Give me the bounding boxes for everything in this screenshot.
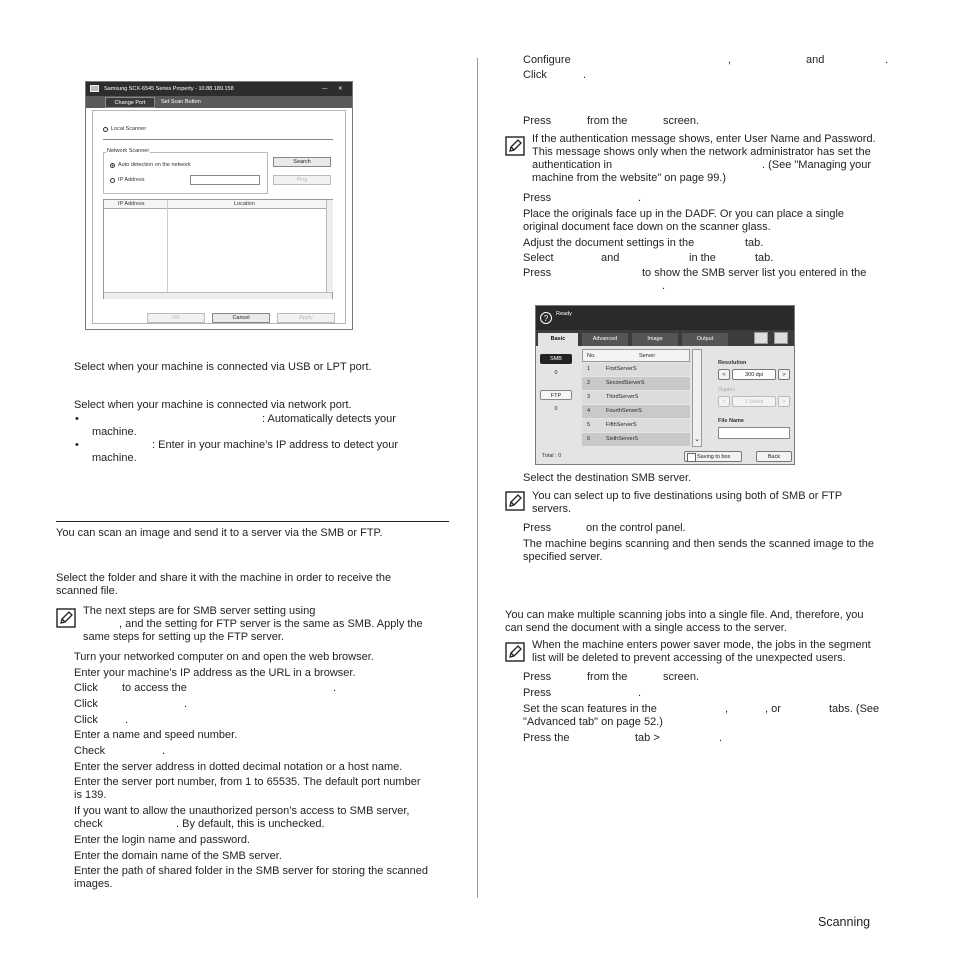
server-row-number: 1 <box>587 366 591 372</box>
tab-image[interactable]: Image <box>632 333 678 346</box>
tab-output[interactable]: Output <box>682 333 728 346</box>
step-text: Check <box>74 745 106 757</box>
server-list-scrollbar[interactable] <box>692 349 702 447</box>
step-text: Enter the server port number, from 1 to 65535. The default port number <box>74 776 421 788</box>
step-text: screen. <box>663 115 700 127</box>
server-row[interactable] <box>582 405 690 418</box>
step-text: tab. <box>755 252 774 264</box>
step-text: tab. <box>745 237 764 249</box>
separator <box>103 139 333 140</box>
server-row[interactable] <box>582 419 690 432</box>
note1-text-cont: same steps for setting up the FTP server. <box>83 631 284 643</box>
resolution-label: Resolution <box>718 360 747 366</box>
column-no: No. <box>587 353 596 359</box>
table-vertical-scrollbar[interactable] <box>326 200 333 292</box>
step-text: "Advanced tab" on page 52.) <box>523 716 663 728</box>
step-text: to show the SMB server list you entered in the <box>642 267 867 279</box>
note-icon <box>505 136 525 156</box>
server-row-number: 5 <box>587 422 591 428</box>
server-row[interactable] <box>582 433 690 446</box>
step-text: Press <box>523 192 552 204</box>
step-text: Turn your networked computer on and open the web browser. <box>74 651 374 663</box>
server-row-name: SixthServerS <box>606 436 639 442</box>
step-text: check <box>74 818 103 830</box>
step-text: , <box>725 703 729 715</box>
bullet1-text-cont: machine. <box>92 426 137 438</box>
note1-text: The next steps are for SMB server setting using <box>83 605 316 617</box>
bullet1-text: : Automatically detects your <box>262 413 396 425</box>
home-icon[interactable] <box>774 332 788 344</box>
step-text: images. <box>74 878 113 890</box>
server-row-name: FifthServerS <box>606 422 637 428</box>
step-text: , or <box>765 703 781 715</box>
tab-advanced[interactable]: Advanced <box>582 333 628 346</box>
note3-text: You can select up to five destinations using both of SMB or FTP <box>532 490 843 502</box>
duplex-value: 1 Sided <box>732 396 776 407</box>
network-scanner-group <box>103 152 268 194</box>
step-text: to access the <box>122 682 187 694</box>
note4-text: When the machine enters power saver mode, the jobs in the segment <box>532 639 871 651</box>
duplex-decrease-button[interactable]: < <box>718 396 730 407</box>
apply-button[interactable]: Apply <box>277 313 335 323</box>
step-text: . <box>184 698 188 710</box>
step-text: Select <box>523 252 554 264</box>
server-row-number: 6 <box>587 436 591 442</box>
step-text: Select the destination SMB server. <box>523 472 692 484</box>
step-text: Enter the login name and password. <box>74 834 251 846</box>
server-row-number: 4 <box>587 408 591 414</box>
dialog-title: Samsung SCX-6545 Series Property - 10.88.189.158 <box>104 86 234 92</box>
bullet-marker: • <box>75 413 79 425</box>
step-text: . <box>162 745 166 757</box>
printer-property-dialog <box>85 81 353 330</box>
checkbox <box>687 453 696 462</box>
step-text: If you want to allow the unauthorized person’s access to SMB server, <box>74 805 410 817</box>
ip-address-input[interactable] <box>190 175 260 185</box>
resolution-decrease-button[interactable]: < <box>718 369 730 380</box>
step-text: specified server. <box>523 551 603 563</box>
step-text: in the <box>689 252 716 264</box>
printer-icon <box>90 85 99 92</box>
chevron-down-icon[interactable]: ⌄ <box>694 436 700 443</box>
step-text: from the <box>587 671 628 683</box>
bullet2-text-cont: machine. <box>92 452 137 464</box>
note2-text: If the authentication message shows, enter User Name and Password. <box>532 133 876 145</box>
local-scanner-radio[interactable] <box>103 127 108 132</box>
step-text: Enter the path of shared folder in the SMB server for storing the scanned <box>74 865 429 877</box>
column-server: Server <box>639 353 656 359</box>
duplex-increase-button[interactable]: > <box>778 396 790 407</box>
note1-text-cont: , and the setting for FTP server is the same as SMB. Apply the <box>119 618 423 630</box>
server-row[interactable] <box>582 363 690 376</box>
total-count: Total : 0 <box>542 453 562 459</box>
step-text: Configure <box>523 54 571 66</box>
status-header <box>536 306 794 330</box>
column-location: Location <box>234 201 255 207</box>
local-scanner-label: Local Scanner <box>111 126 147 132</box>
step-text: Press <box>523 115 552 127</box>
cancel-button[interactable]: Cancel <box>212 313 270 323</box>
saving-to-box-label: Saving to box <box>697 454 731 460</box>
step-text: original document face down on the scanner glass. <box>523 221 771 233</box>
step-text: . <box>885 54 889 66</box>
step-text: Click <box>74 698 98 710</box>
step-text: Set the scan features in the <box>523 703 657 715</box>
step-text: from the <box>587 115 628 127</box>
step-text: Click <box>74 682 98 694</box>
server-row-name: FirstServerS <box>606 366 637 372</box>
minimize-icon[interactable]: — <box>322 86 328 92</box>
file-name-input[interactable] <box>718 427 790 439</box>
resolution-value: 300 dpi <box>732 369 776 380</box>
table-horizontal-scrollbar[interactable] <box>104 292 332 299</box>
note-icon <box>505 491 525 511</box>
help-icon[interactable]: ? <box>540 312 552 324</box>
control-panel-screen <box>535 305 795 465</box>
tab-set-scan-button[interactable]: Set Scan Button <box>161 99 201 105</box>
folder-text: Select the folder and share it with the machine in order to receive the <box>56 572 392 584</box>
note4-text: list will be deleted to prevent accessing of the unexpected users. <box>532 652 846 664</box>
step-text: . <box>583 69 587 81</box>
section-text: You can make multiple scanning jobs into a single file. And, therefore, you <box>505 609 864 621</box>
step-text: Press <box>523 522 552 534</box>
ip-location-table <box>103 199 333 299</box>
step-text: . <box>125 714 129 726</box>
local-scanner-description: Select when your machine is connected via USB or LPT port. <box>74 361 372 373</box>
footer-section-name: Scanning <box>818 915 871 929</box>
note-icon <box>505 642 525 662</box>
panel-tabs <box>536 330 794 346</box>
tab-change-port[interactable]: Change Port <box>105 97 155 108</box>
saving-to-box-button[interactable] <box>684 451 742 462</box>
smb-count: 0 <box>554 370 558 376</box>
back-button[interactable]: Back <box>756 451 792 462</box>
ping-button[interactable]: Ping <box>273 175 331 185</box>
server-row[interactable] <box>582 391 690 404</box>
server-table-header <box>582 349 690 362</box>
preview-icon[interactable] <box>754 332 768 344</box>
auto-detection-label: Auto detection on the network <box>118 162 191 168</box>
step-text: Enter your machine's IP address as the URL in a browser. <box>74 667 356 679</box>
step-text: The machine begins scanning and then sends the scanned image to the <box>523 538 875 550</box>
smb-button[interactable]: SMB <box>540 354 572 364</box>
dialog-tabs <box>86 96 352 108</box>
close-icon[interactable]: ✕ <box>338 86 343 92</box>
server-row-number: 3 <box>587 394 591 400</box>
column-divider <box>477 58 478 898</box>
network-scanner-description: Select when your machine is connected via network port. <box>74 399 352 411</box>
note2-text: This message shows only when the network administrator has set the <box>532 146 871 158</box>
step-text: . <box>638 192 642 204</box>
server-row-name: FourthServerS <box>606 408 642 414</box>
step-text: and <box>806 54 825 66</box>
step-text: Press <box>523 687 552 699</box>
step-text: , <box>728 54 732 66</box>
step-text: . <box>333 682 337 694</box>
server-row-name: ThirdServerS <box>606 394 639 400</box>
step-text: . <box>638 687 642 699</box>
section-rule <box>56 521 449 522</box>
note2-text: . (See "Managing your <box>762 159 872 171</box>
note2-text: authentication in <box>532 159 613 171</box>
step-text: . <box>662 280 666 292</box>
step-text: Adjust the document settings in the <box>523 237 695 249</box>
status-text: Ready <box>556 311 572 317</box>
step-text: tabs. (See <box>829 703 880 715</box>
search-button[interactable]: Search <box>273 157 331 167</box>
bullet-marker: • <box>75 439 79 451</box>
server-row-name: SecondServerS <box>606 380 645 386</box>
ip-address-radio[interactable] <box>110 178 115 183</box>
step-text: tab > <box>635 732 660 744</box>
server-row-number: 2 <box>587 380 591 386</box>
ftp-button[interactable]: FTP <box>540 390 572 400</box>
duplex-label: Duplex <box>718 387 736 393</box>
section-intro: You can scan an image and send it to a server via the SMB or FTP. <box>56 527 383 539</box>
ok-button[interactable]: OK <box>147 313 205 323</box>
step-text: on the control panel. <box>586 522 686 534</box>
step-text: Click <box>523 69 547 81</box>
step-text: screen. <box>663 671 700 683</box>
step-text: Place the originals face up in the DADF. Or you can place a single <box>523 208 845 220</box>
file-name-label: File Name <box>718 418 744 424</box>
note3-text: servers. <box>532 503 572 515</box>
dialog-body <box>92 110 346 324</box>
bullet2-text: : Enter in your machine’s IP address to detect your <box>152 439 399 451</box>
section-text: can send the document with a single access to the server. <box>505 622 787 634</box>
ftp-count: 0 <box>554 406 558 412</box>
folder-text-cont: scanned file. <box>56 585 118 597</box>
step-text: and <box>601 252 620 264</box>
auto-detection-radio[interactable] <box>110 163 115 168</box>
step-text: . By default, this is unchecked. <box>176 818 325 830</box>
resolution-increase-button[interactable]: > <box>778 369 790 380</box>
step-text: Enter a name and speed number. <box>74 729 238 741</box>
step-text: Enter the domain name of the SMB server. <box>74 850 282 862</box>
step-text: Press <box>523 267 552 279</box>
note2-text: machine from the website" on page 99.) <box>532 172 727 184</box>
ip-address-label: IP Address <box>118 177 145 183</box>
step-text: . <box>719 732 723 744</box>
dialog-title-bar <box>86 82 352 96</box>
network-scanner-label: Network Scanner <box>107 148 150 154</box>
server-row[interactable] <box>582 377 690 390</box>
note-icon <box>56 608 76 628</box>
step-text: Press the <box>523 732 570 744</box>
step-text: Press <box>523 671 552 683</box>
step-text: is 139. <box>74 789 107 801</box>
step-text: Enter the server address in dotted decimal notation or a host name. <box>74 761 403 773</box>
tab-basic[interactable]: Basic <box>538 333 578 346</box>
column-ip-address: IP Address <box>118 201 145 207</box>
step-text: Click <box>74 714 98 726</box>
